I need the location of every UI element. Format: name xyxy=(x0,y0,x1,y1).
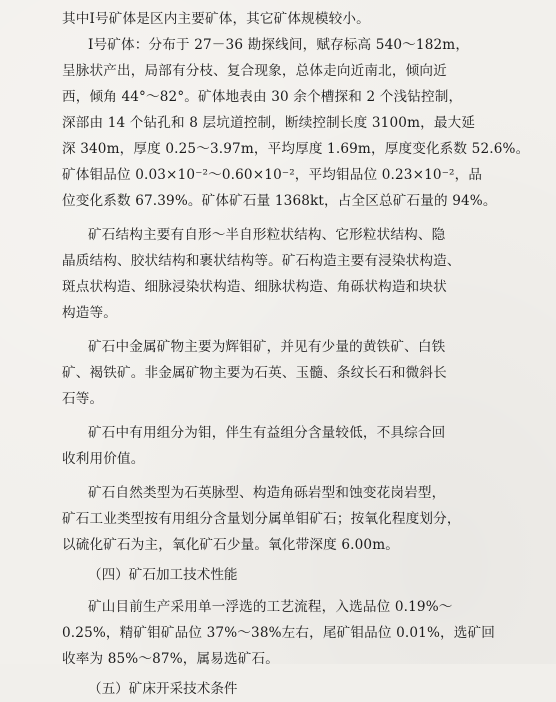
text-line: 晶质结构、胶状结构和裹状结构等。矿石构造主要有浸染状构造、 xyxy=(62,253,461,269)
processing-paragraph xyxy=(62,594,512,672)
text-line: 矿石中金属矿物主要为辉钼矿，并见有少量的黄铁矿、白铁 xyxy=(88,339,446,355)
text-line: 矿体钼品位 0.03×10⁻²～0.60×10⁻²，平均钼品位 0.23×10⁻²，品 xyxy=(62,167,483,183)
text-line: 深 340m，厚度 0.25～3.97m，平均厚度 1.69m，厚度变化系数 52.6%。 xyxy=(62,141,530,157)
text-line: 矿石结构主要有自形～半自形粒状结构、它形粒状结构、隐 xyxy=(88,227,446,243)
text-line: 收率为 85%～87%，属易选矿石。 xyxy=(62,651,279,667)
section-heading-4: （四）矿石加工技术性能 xyxy=(88,567,238,583)
text-line: 矿石中有用组分为钼，伴生有益组分含量较低，不具综合回 xyxy=(88,425,446,441)
text-line: 石等。 xyxy=(62,391,104,407)
text-line: 其中Ⅰ号矿体是区内主要矿体，其它矿体规模较小。 xyxy=(62,11,370,27)
text-line: 斑点状构造、细脉浸染状构造、细脉状构造、角砾状构造和块状 xyxy=(62,279,447,295)
text-line: 矿石自然类型为石英脉型、构造角砾岩型和蚀变花岗岩型， xyxy=(88,485,446,501)
text-line: Ⅰ号矿体：分布于 27－36 勘探线间，赋存标高 540～182m， xyxy=(88,37,470,53)
text-line: 矿山目前生产采用单一浮选的工艺流程，入选品位 0.19%～ xyxy=(88,599,453,615)
useful-components-paragraph xyxy=(62,420,512,472)
text-line: 以硫化矿石为主，氧化矿石少量。氧化带深度 6.00m。 xyxy=(62,537,399,553)
ore-types-paragraph xyxy=(62,480,512,558)
text-line: 西，倾角 44°～82°。矿体地表由 30 余个槽探和 2 个浅钻控制， xyxy=(62,89,463,105)
text-line: 呈脉状产出，局部有分枝、复合现象，总体走向近南北，倾向近 xyxy=(62,63,447,79)
text-line: 矿石工业类型按有用组分含量划分属单钼矿石；按氧化程度划分， xyxy=(62,511,461,527)
ore-minerals-paragraph xyxy=(62,334,512,412)
paragraph-gap xyxy=(62,472,512,480)
text-line: 构造等。 xyxy=(62,305,117,321)
text-line: 位变化系数 67.39%。矿体矿石量 1368kt，占全区总矿石量的 94%。 xyxy=(62,193,497,209)
text-line: 收利用价值。 xyxy=(62,451,145,467)
paragraph-gap xyxy=(62,326,512,334)
intro-tail-paragraph xyxy=(62,6,512,32)
section-heading-5: （五）矿床开采技术条件 xyxy=(88,681,238,697)
paragraph-gap xyxy=(62,214,512,222)
text-line: 矿、褐铁矿。非金属矿物主要为石英、玉髓、条纹长石和微斜长 xyxy=(62,365,447,381)
text-line: 深部由 14 个钻孔和 8 层坑道控制，断续控制长度 3100m，最大延 xyxy=(62,115,476,131)
text-line: 0.25%，精矿钼矿品位 37%～38%左右，尾矿钼品位 0.01%，选矿回 xyxy=(62,625,496,641)
orebody-1-paragraph xyxy=(62,32,530,214)
paragraph-gap xyxy=(62,412,512,420)
ore-structure-paragraph xyxy=(62,222,512,326)
